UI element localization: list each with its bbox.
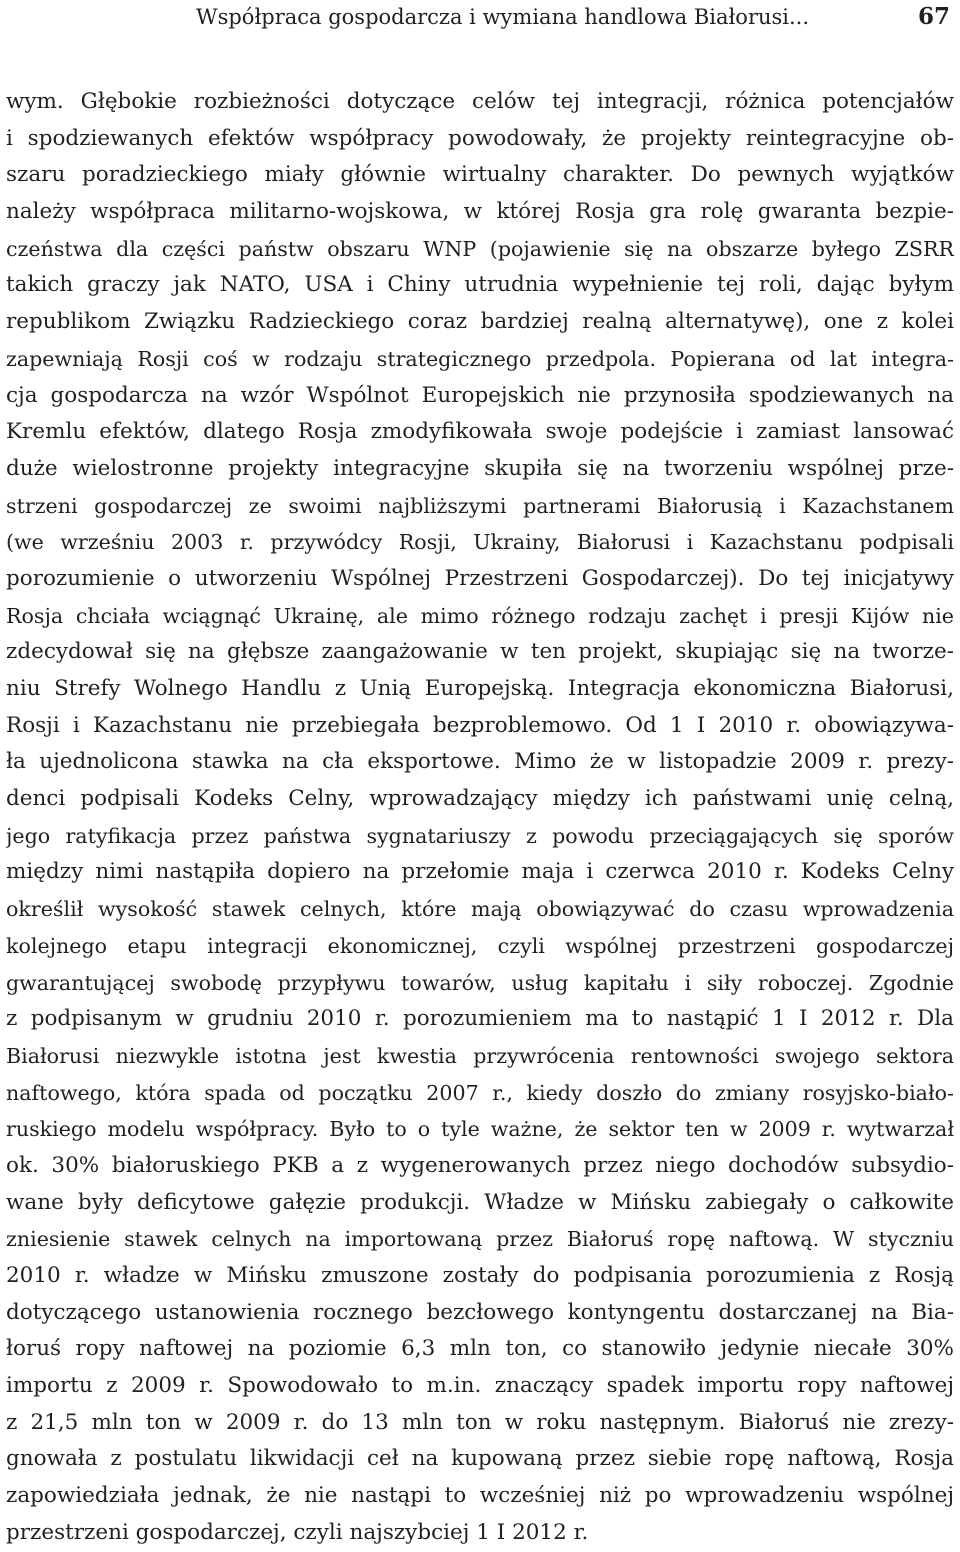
body-text bbox=[6, 84, 954, 1552]
text-line: republikom Związku Radzieckiego coraz bardziej realną alternatywę), one z kolei bbox=[6, 309, 954, 335]
text-line: kolejnego etapu integracji ekonomicznej, czyli wspólnej przestrzeni gospodarczej bbox=[6, 933, 954, 958]
text-line: między nimi nastąpiła dopiero na przełomie maja i czerwca 2010 r. Kodeks Celny bbox=[6, 859, 954, 885]
text-line: Białorusi niezwykle istotna jest kwestia przywrócenia rentowności swojego sektora bbox=[6, 1043, 954, 1068]
text-line: z 21,5 mln ton w 2009 r. do 13 mln ton w roku następnym. Białoruś nie zrezy- bbox=[6, 1409, 954, 1435]
text-line: łoruś ropy naftowej na poziomie 6,3 mln ton, co stanowiło jedynie niecałe 30% bbox=[6, 1336, 954, 1362]
text-line: gnowała z postulatu likwidacji ceł na kupowaną przez siebie ropę naftową, Rosja bbox=[6, 1446, 954, 1472]
text-line: (we wrześniu 2003 r. przywódcy Rosji, Ukrainy, Białorusi i Kazachstanu podpisali bbox=[6, 530, 954, 555]
text-line: duże wielostronne projekty integracyjne skupiła się na tworzeniu wspólnej prze- bbox=[6, 455, 954, 481]
text-line: dotyczącego ustanowienia rocznego bezcłowego kontyngentu dostarczanej na Bia- bbox=[6, 1299, 954, 1325]
text-line: przestrzeni gospodarczej, czyli najszybciej 1 I 2012 r. bbox=[6, 1519, 589, 1545]
text-line: zapewniają Rosji coś w rodzaju strategicznego przedpola. Popierana od lat integra- bbox=[6, 346, 954, 371]
text-line: zdecydował się na głębsze zaangażowanie w ten projekt, skupiając się na tworze- bbox=[6, 639, 954, 665]
text-line: ła ujednolicona stawka na cła eksportowe. Mimo że w listopadzie 2009 r. prezy- bbox=[6, 749, 954, 775]
text-line: denci podpisali Kodeks Celny, wprowadzający między ich państwami unię celną, bbox=[6, 786, 954, 812]
text-line: i spodziewanych efektów współpracy powodowały, że projekty reintegracyjne ob- bbox=[6, 125, 954, 151]
text-line: zapowiedziała jednak, że nie nastąpi to wcześniej niż po wprowadzeniu wspólnej bbox=[6, 1483, 954, 1509]
text-line: jego ratyfikacja przez państwa sygnatariuszy z powodu przeciągających się sporów bbox=[6, 823, 954, 848]
text-line: z podpisanym w grudniu 2010 r. porozumieniem ma to nastąpić 1 I 2012 r. Dla bbox=[6, 1006, 954, 1032]
text-line: takich graczy jak NATO, USA i Chiny utrudnia wypełnienie tej roli, dając byłym bbox=[6, 272, 954, 298]
text-line: należy współpraca militarno-wojskowa, w której Rosja gra rolę gwaranta bezpie- bbox=[6, 199, 954, 225]
text-line: czeństwa dla części państw obszaru WNP (pojawienie się na obszarze byłego ZSRR bbox=[6, 236, 954, 261]
text-line: wym. Głębokie rozbieżności dotyczące celów tej integracji, różnica potencjałów bbox=[6, 89, 954, 114]
text-line: ruskiego modelu współpracy. Było to o tyle ważne, że sektor ten w 2009 r. wytwarzał bbox=[6, 1117, 954, 1142]
text-line: 2010 r. władze w Mińsku zmuszone zostały do podpisania porozumienia z Rosją bbox=[6, 1263, 954, 1288]
text-line: naftowego, która spada od początku 2007 r., kiedy doszło do zmiany rosyjsko-biało- bbox=[6, 1080, 954, 1105]
page-number: 67 bbox=[917, 3, 950, 30]
text-line: szaru poradzieckiego miały głównie wirtualny charakter. Do pewnych wyjątków bbox=[6, 162, 954, 188]
text-line: Rosji i Kazachstanu nie przebiegała bezproblemowo. Od 1 I 2010 r. obowiązywa- bbox=[6, 712, 954, 738]
text-line: strzeni gospodarczej ze swoimi najbliższymi partnerami Białorusią i Kazachstanem bbox=[6, 493, 954, 518]
page-header bbox=[0, 0, 960, 40]
text-line: gwarantującej swobodę przypływu towarów, usług kapitału i siły roboczej. Zgodnie bbox=[6, 970, 954, 995]
text-line: określił wysokość stawek celnych, które mają obowiązywać do czasu wprowadzenia bbox=[6, 897, 954, 922]
text-line: Kremlu efektów, dlatego Rosja zmodyfikowała swoje podejście i zamiast lansować bbox=[6, 419, 954, 445]
text-line: zniesienie stawek celnych na importowaną przez Białoruś ropę naftową. W styczniu bbox=[6, 1227, 954, 1252]
text-line: porozumienie o utworzeniu Wspólnej Przestrzeni Gospodarczej). Do tej inicjatywy bbox=[6, 565, 954, 591]
running-title: Współpraca gospodarcza i wymiana handlowa Białorusi... bbox=[196, 5, 810, 29]
text-line: importu z 2009 r. Spowodowało to m.in. znaczący spadek importu ropy naftowej bbox=[6, 1373, 954, 1399]
text-line: niu Strefy Wolnego Handlu z Unią Europejską. Integracja ekonomiczna Białorusi, bbox=[6, 676, 954, 701]
text-line: wane były deficytowe gałęzie produkcji. Władze w Mińsku zabiegały o całkowite bbox=[6, 1189, 954, 1215]
text-line: ok. 30% białoruskiego PKB a z wygenerowanych przez niego dochodów subsydio- bbox=[6, 1152, 954, 1178]
text-line: cja gospodarcza na wzór Wspólnot Europejskich nie przynosiła spodziewanych na bbox=[6, 382, 954, 408]
text-line: Rosja chciała wciągnąć Ukrainę, ale mimo różnego rodzaju zachęt i presji Kijów nie bbox=[6, 603, 954, 628]
